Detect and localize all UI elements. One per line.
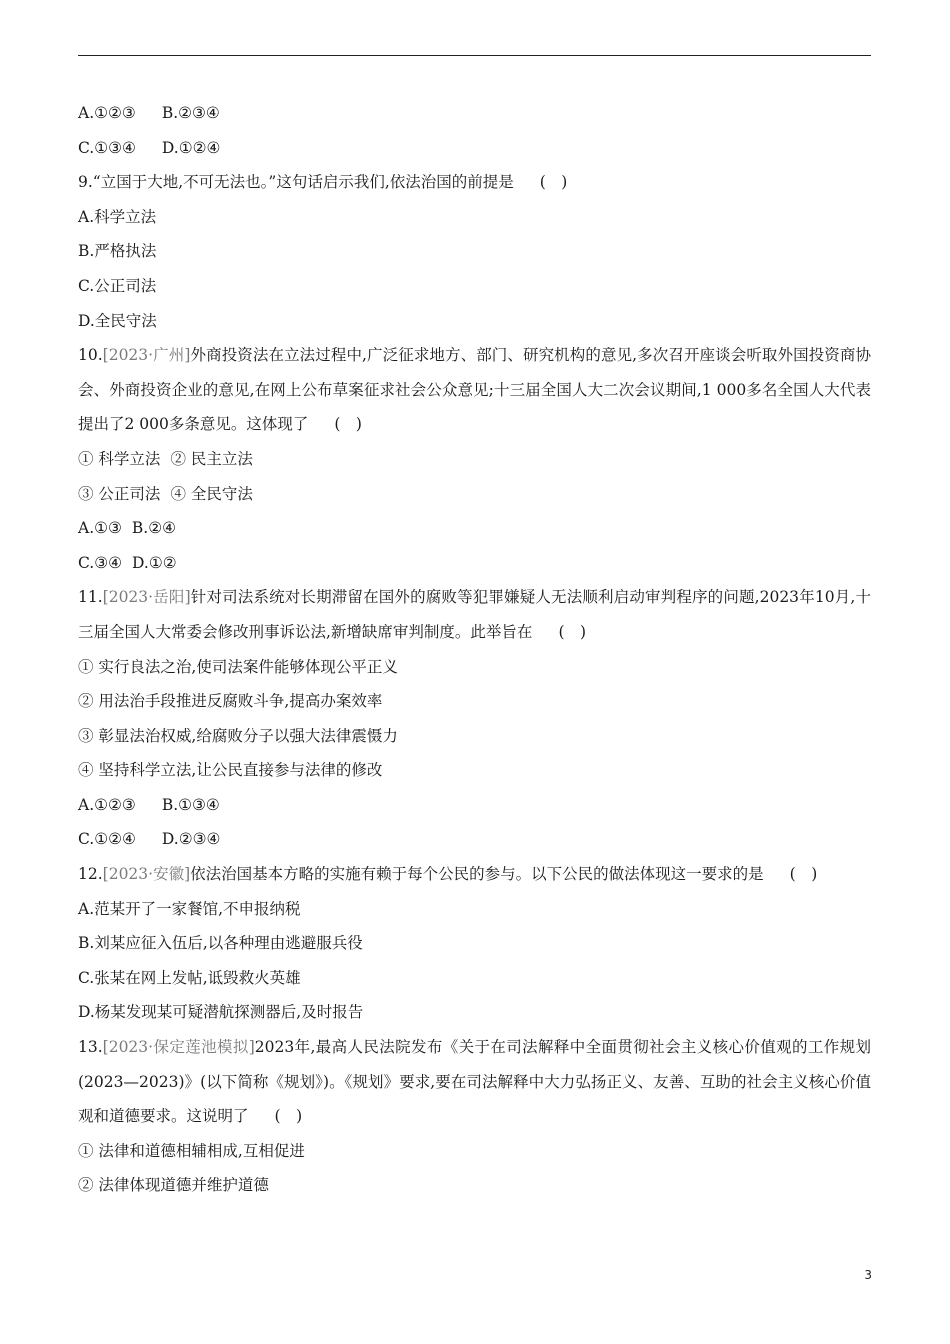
q12-number: 12. <box>78 865 103 884</box>
q13-stem-block <box>78 1030 871 1134</box>
q11-options-row-2 <box>78 822 871 857</box>
q13-statement: ① 法律和道德相辅相成,互相促进 <box>78 1141 305 1160</box>
q13-statement: ② 法律体现道德并维护道德 <box>78 1176 269 1195</box>
q10-option-a: A.①③ <box>78 519 122 538</box>
page-content <box>78 96 871 1203</box>
q10-stem: 外商投资法在立法过程中,广泛征求地方、部门、研究机构的意见,多次召开座谈会听取外国投资商协会、外商投资企业的意见,在网上公布草案征求社会公众意见;十三届全国人大二次会议期间,1 000多名全国人大代表提出了2 000多条意见。这体现了 <box>78 346 871 434</box>
q12-option: D.杨某发现某可疑潜航探测器后,及时报告 <box>78 1003 364 1022</box>
page-number: 3 <box>864 1268 872 1282</box>
q11-stem: 针对司法系统对长期滞留在国外的腐败等犯罪嫌疑人无法顺利启动审判程序的问题,2023年10月,十三届全国人大常委会修改刑事诉讼法,新增缺席审判制度。此举旨在 <box>78 588 872 641</box>
q10-source: [2023·广州] <box>102 346 191 365</box>
q10-option-c: C.③④ <box>78 553 123 572</box>
q11-options-row-1 <box>78 788 871 823</box>
q12-stem-block <box>78 857 871 892</box>
q12-stem: 依法治国基本方略的实施有赖于每个公民的参与。以下公民的做法体现这一要求的是 <box>190 865 764 884</box>
q11-option-c: C.①②④ <box>78 830 136 849</box>
q10-number: 10. <box>78 346 103 365</box>
q10-stem-block <box>78 338 871 442</box>
q10-answer-paren: ( ) <box>334 415 362 434</box>
q13-answer-paren: ( ) <box>274 1107 303 1126</box>
q10-statements-row-1 <box>78 442 871 477</box>
q9-option: B.严格执法 <box>78 242 157 261</box>
q11-statement: ④ 坚持科学立法,让公民直接参与法律的修改 <box>78 761 383 780</box>
q9-option: D.全民守法 <box>78 311 157 330</box>
header-rule <box>78 55 871 56</box>
q10-option-b: B.②④ <box>131 519 177 538</box>
q13-stem: 2023年,最高人民法院发布《关于在司法解释中全面贯彻社会主义核心价值观的工作规划(2023—2023)》(以下简称《规划》)。《规划》要求,要在司法解释中大力弘扬正义、友善、互助的社会主义核心价值观和道德要求。这说明了 <box>78 1038 871 1126</box>
q11-option-a: A.①②③ <box>78 795 136 814</box>
q11-statement: ① 实行良法之治,使司法案件能够体现公平正义 <box>78 657 398 676</box>
q13-number: 13. <box>78 1038 103 1057</box>
q9-answer-paren: ( ) <box>539 173 568 192</box>
q13-source: [2023·保定莲池模拟] <box>102 1038 255 1057</box>
q11-statement: ③ 彰显法治权威,给腐败分子以强大法律震慑力 <box>78 726 398 745</box>
q9-stem-line <box>78 165 871 200</box>
q11-statement: ② 用法治手段推进反腐败斗争,提高办案效率 <box>78 692 383 711</box>
q8-options-row-2 <box>78 131 871 166</box>
q8-option-c: C.①③④ <box>78 138 136 157</box>
q12-option: B.刘某应征入伍后,以各种理由逃避服兵役 <box>78 934 363 953</box>
q9-option: C.公正司法 <box>78 276 157 295</box>
q12-source: [2023·安徽] <box>102 865 191 884</box>
q11-source: [2023·岳阳] <box>102 588 191 607</box>
q12-option: C.张某在网上发帖,诋毁救火英雄 <box>78 968 301 987</box>
q8-option-d: D.①②④ <box>161 138 221 157</box>
q9-stem: 9.“立国于大地,不可无法也。”这句话启示我们,依法治国的前提是 <box>78 173 514 192</box>
q10-statement: ① 科学立法 <box>78 449 161 468</box>
q10-statements-row-2 <box>78 477 871 512</box>
q12-answer-paren: ( ) <box>789 865 818 884</box>
q12-option: A.范某开了一家餐馆,不申报纳税 <box>78 899 301 918</box>
q8-option-a: A.①②③ <box>78 104 136 122</box>
q10-statement: ② 民主立法 <box>170 449 253 468</box>
q8-options-row-1 <box>78 96 871 131</box>
q8-option-b: B.②③④ <box>161 104 220 122</box>
q11-stem-block <box>78 580 871 649</box>
q11-answer-paren: ( ) <box>558 622 587 641</box>
q10-option-d: D.①② <box>132 553 177 572</box>
q10-options-row-1 <box>78 511 871 546</box>
q9-option: A.科学立法 <box>78 207 157 226</box>
q11-number: 11. <box>78 588 103 607</box>
q11-option-b: B.①③④ <box>161 795 220 814</box>
q11-option-d: D.②③④ <box>161 830 221 849</box>
q10-statement: ④ 全民守法 <box>170 484 253 503</box>
q10-statement: ③ 公正司法 <box>78 484 161 503</box>
q10-options-row-2 <box>78 546 871 581</box>
